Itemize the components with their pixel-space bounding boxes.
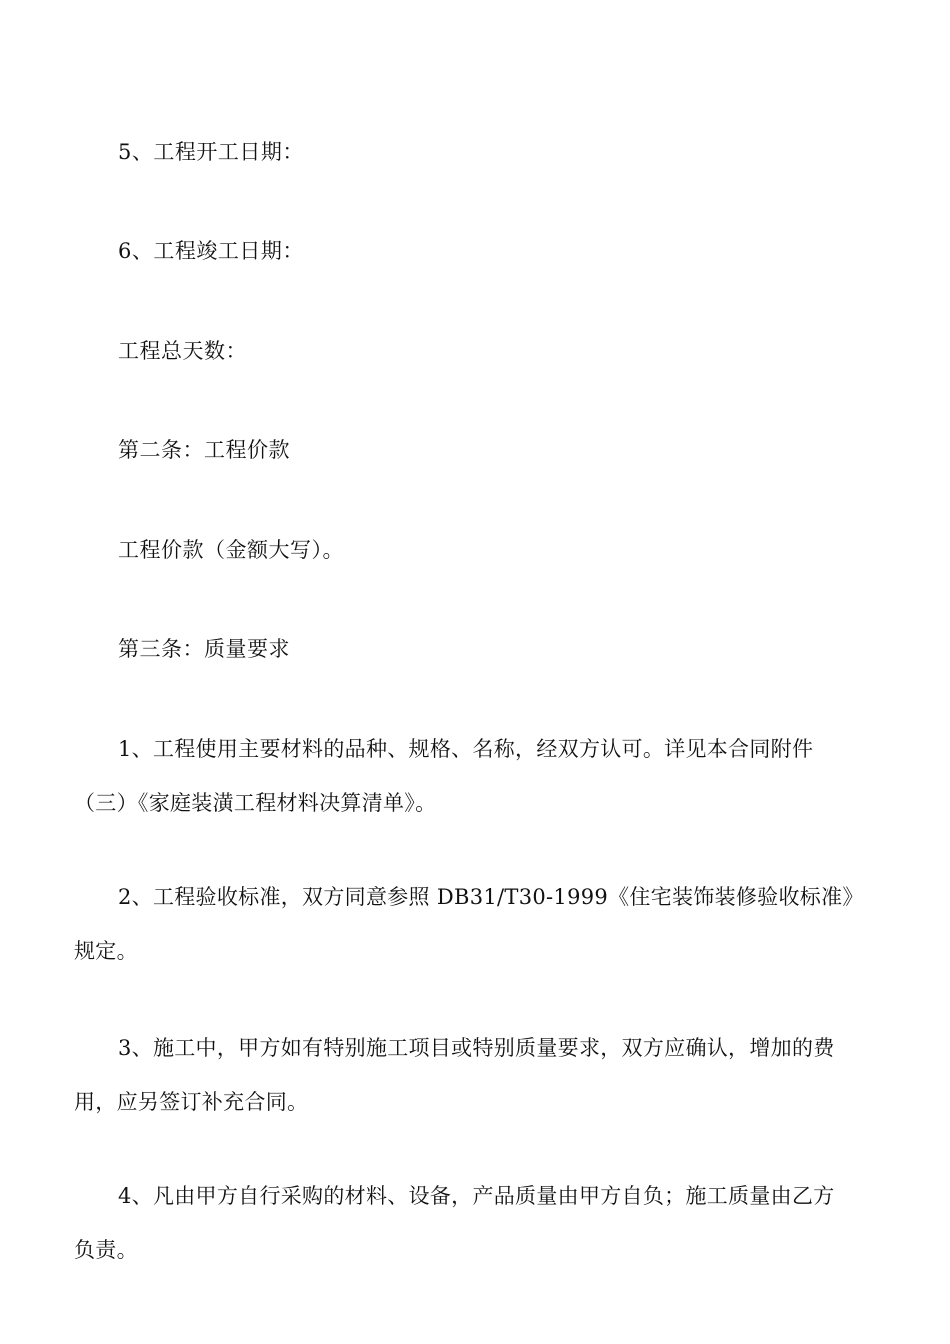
quality-item-1-first-line: 1、工程使用主要材料的品种、规格、名称，经双方认可。详见本合同附件 bbox=[118, 737, 814, 761]
price-line: 工程价款（金额大写）。 bbox=[118, 538, 344, 562]
start-date-line: 5、工程开工日期： bbox=[118, 140, 304, 164]
quality-item-3-first-line: 3、施工中，甲方如有特别施工项目或特别质量要求，双方应确认，增加的费 bbox=[118, 1036, 835, 1060]
total-days-line: 工程总天数： bbox=[118, 339, 247, 363]
quality-item-1 bbox=[74, 735, 880, 817]
quality-item-4-continuation: 负责。 bbox=[74, 1238, 138, 1262]
quality-item-4-first-line: 4、凡由甲方自行采购的材料、设备，产品质量由甲方自负；施工质量由乙方 bbox=[118, 1184, 835, 1208]
end-date-line: 6、工程竣工日期： bbox=[118, 239, 304, 263]
quality-item-3-continuation: 用，应另签订补充合同。 bbox=[74, 1090, 309, 1114]
article-2-heading: 第二条：工程价款 bbox=[118, 438, 290, 462]
quality-item-2-continuation: 规定。 bbox=[74, 939, 138, 963]
quality-item-2-first-line: 2、工程验收标准，双方同意参照 DB31/T30-1999《住宅装饰装修验收标准》 bbox=[118, 885, 864, 909]
article-3-heading: 第三条：质量要求 bbox=[118, 637, 290, 661]
quality-item-1-continuation: （三）《家庭装潢工程材料决算清单》。 bbox=[74, 791, 437, 815]
quality-item-4 bbox=[74, 1182, 880, 1264]
quality-item-2 bbox=[74, 883, 880, 965]
quality-item-3 bbox=[74, 1034, 880, 1116]
